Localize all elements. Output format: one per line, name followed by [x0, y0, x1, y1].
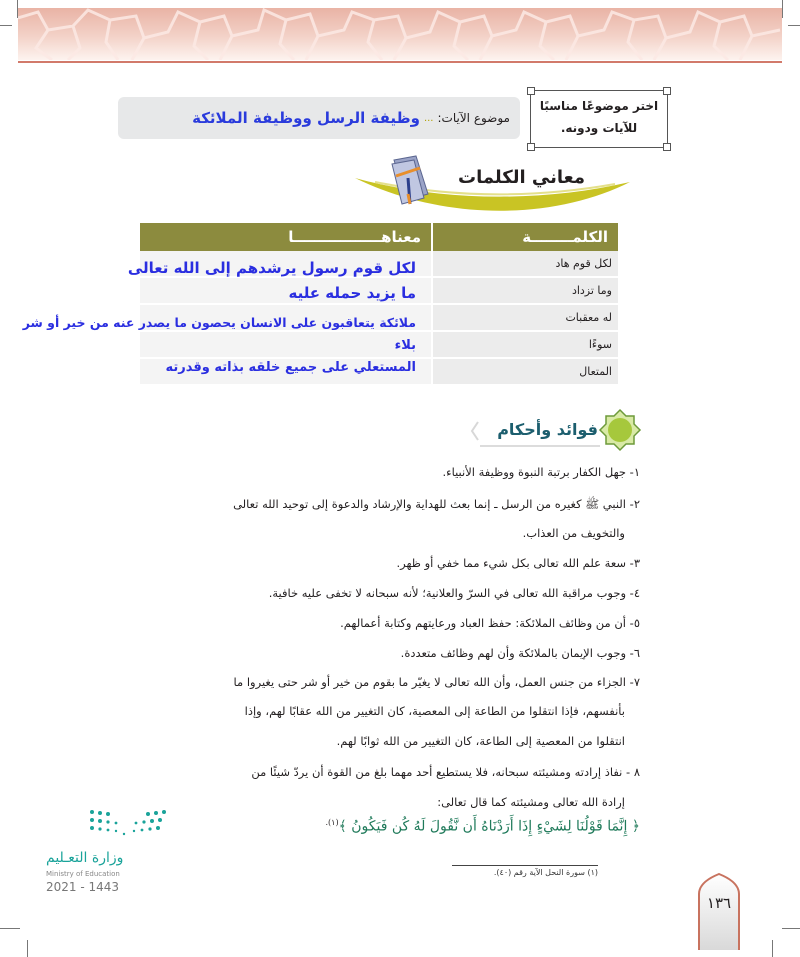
answer-text: ملائكة يتعاقبون على الانسان يحصون ما يصدر عنه من خير أو شر: [22, 315, 416, 330]
answer-text: المستعلي على جميع خلقه بذاته وقدرته: [165, 360, 416, 375]
crop-mark: [0, 25, 12, 26]
page-number: ١٣٦: [706, 894, 732, 912]
logo-dots-icon: [46, 808, 176, 848]
meaning-cell[interactable]: [140, 331, 432, 358]
ministry-logo: [46, 808, 176, 898]
benefit-item: ٥- أن من وظائف الملائكة: حفظ العباد ورعايتهم وكتابة أعمالهم.: [340, 616, 640, 630]
logo-english-text: Ministry of Education: [46, 870, 120, 878]
word-cell: وما تزداد: [432, 277, 618, 304]
meanings-heading: معاني الكلمات: [458, 167, 585, 188]
header-pattern: [18, 8, 782, 60]
topic-label: موضوع الآيات:: [437, 111, 510, 125]
benefits-title: فوائد وأحكام: [497, 420, 598, 439]
topic-answer[interactable]: وظيفة الرسل ووظيفة الملائكة: [192, 109, 420, 127]
page-number-badge: [697, 872, 741, 950]
benefit-item: ٧- الجزاء من جنس العمل، وأن الله تعالى لا يغيّر ما بقوم من خير أو شر حتى يغيروا ما: [233, 675, 640, 689]
box-corner: [663, 87, 671, 95]
crop-mark: [27, 940, 28, 957]
benefit-item: ٤- وجوب مراقبة الله تعالى في السرّ والعلانية؛ لأنه سبحانه لا تخفى عليه خافية.: [268, 586, 640, 600]
crop-mark: [782, 0, 783, 18]
crop-mark: [772, 940, 773, 957]
logo-year: 2021 - 1443: [46, 880, 120, 894]
instruction-line: اختر موضوعًا مناسبًا: [539, 99, 659, 113]
benefit-item: ٨ - نفاذ إرادته ومشيئته سبحانه، فلا يستطيع أحد مهما بلغ من القوة أن يردّ شيئًا من: [251, 765, 640, 779]
footnote-rule: [452, 865, 598, 866]
column-header-word: الكلمــــــــة: [432, 223, 618, 251]
book-pencil-icon: [390, 154, 432, 206]
crop-mark: [788, 25, 800, 26]
box-corner: [527, 143, 535, 151]
crop-mark: [782, 928, 800, 929]
logo-arabic-text: وزارة التعـليم: [46, 850, 124, 866]
box-corner: [663, 143, 671, 151]
answer-text: ما يزيد حمله عليه: [288, 284, 416, 302]
word-cell: سوءًا: [432, 331, 618, 358]
benefit-item: ٢- النبي ﷺ كغيره من الرسل ـ إنما بعث للهداية والإرشاد والدعوة إلى توحيد الله تعالى: [233, 497, 640, 511]
quran-verse-text: ﴿ إِنَّمَا قَوْلُنَا لِشَيْءٍ إِذَا أَرَدْنَاهُ أَن نَّقُولَ لَهُ كُن فَيَكُونُ ﴾: [338, 818, 640, 835]
benefit-item: ١- جهل الكفار برتبة النبوة ووظيفة الأنبياء.: [442, 465, 640, 479]
topic-bar: [118, 97, 520, 139]
benefit-item-continuation: انتقلوا من المعصية إلى الطاعة، كان التغيير من الله ثوابًا لهم.: [336, 734, 625, 748]
table-header-row: [140, 223, 618, 251]
footnote-marker: (١).: [325, 818, 339, 827]
topic-dots: ...: [423, 112, 434, 124]
box-corner: [527, 87, 535, 95]
instruction-box: [530, 90, 668, 148]
benefit-item: ٦- وجوب الإيمان بالملائكة وأن لهم وظائف متعددة.: [400, 646, 640, 660]
benefit-item-continuation: إرادة الله تعالى ومشيئته كما قال تعالى:: [437, 795, 625, 809]
answer-text: بلاء: [394, 338, 416, 353]
benefit-item: ٣- سعة علم الله تعالى بكل شيء مما خفي أو ظهر.: [396, 556, 640, 570]
quran-verse: [200, 818, 640, 835]
word-cell: له معقبات: [432, 304, 618, 331]
benefit-item-continuation: بأنفسهم، فإذا انتقلوا من الطاعة إلى المعصية، كان التغيير من الله عقابًا لهم، وإذا: [244, 704, 625, 718]
instruction-line: للآيات ودونه.: [560, 121, 638, 135]
column-header-meaning: معناهـــــــــــــــــا: [140, 223, 432, 251]
benefit-item-continuation: والتخويف من العذاب.: [522, 526, 625, 540]
word-cell: لكل قوم هاد: [432, 251, 618, 277]
word-cell: المتعال: [432, 358, 618, 385]
benefits-heading: [450, 408, 650, 454]
crop-mark: [0, 928, 20, 929]
answer-text: لكل قوم رسول يرشدهم إلى الله تعالى: [127, 259, 416, 277]
header-rule: [18, 61, 782, 63]
footnote: (١) سورة النحل الآية رقم (٤٠).: [493, 868, 598, 877]
table-row: [140, 331, 618, 358]
header-band: [18, 8, 782, 60]
